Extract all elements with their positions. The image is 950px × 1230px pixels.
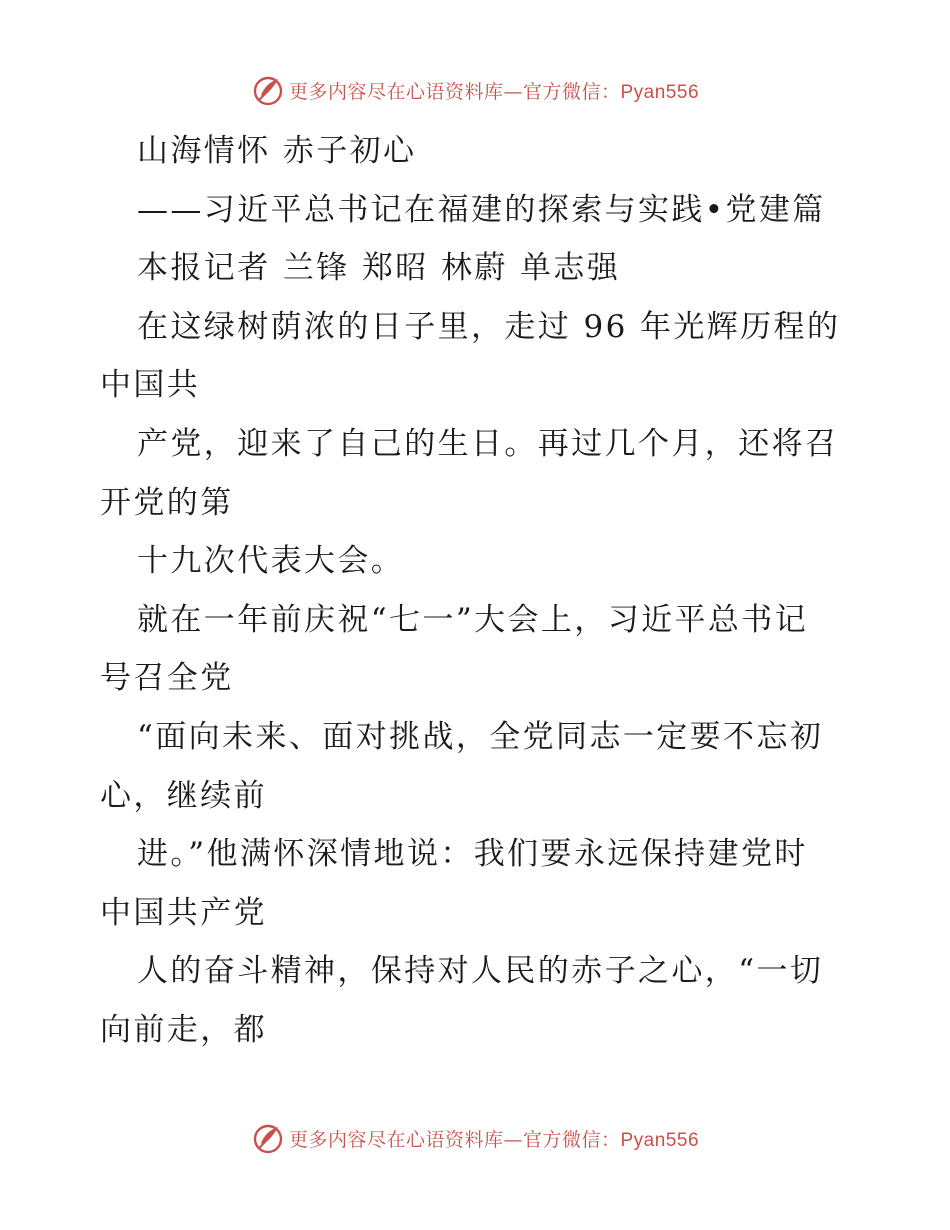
document-body <box>100 122 860 1060</box>
text-line: 就在一年前庆祝“七一”大会上，习近平总书记 <box>137 601 809 638</box>
watermark-text: 更多内容尽在心语资料库—官方微信：Pyan556 <box>288 80 700 103</box>
text-line: 十九次代表大会。 <box>137 543 405 580</box>
text-line: 产党，迎来了自己的生日。再过几个月，还将召 <box>137 425 839 462</box>
text-line: 开党的第 <box>100 484 234 521</box>
footer-watermark <box>0 1118 950 1158</box>
header-watermark <box>0 70 950 110</box>
text-line: 中国共 <box>100 367 201 404</box>
article-subtitle: ——习近平总书记在福建的探索与实践•党建篇 <box>137 191 826 228</box>
text-line: 心，继续前 <box>100 777 267 814</box>
text-line: 向前走，都 <box>100 1011 267 1048</box>
article-byline: 本报记者 兰锋 郑昭 林蔚 单志强 <box>137 250 621 287</box>
pen-logo-icon <box>251 1121 285 1155</box>
article-title: 山海情怀 赤子初心 <box>137 133 417 169</box>
text-line: 进。”他满怀深情地说：我们要永远保持建党时 <box>137 836 808 873</box>
text-line: 在这绿树荫浓的日子里，走过 96 年光辉历程的 <box>137 308 841 345</box>
text-line: 中国共产党 <box>100 894 267 931</box>
text-line: 号召全党 <box>100 660 234 697</box>
watermark-text: 更多内容尽在心语资料库—官方微信：Pyan556 <box>288 1128 700 1151</box>
pen-logo-icon <box>251 73 285 107</box>
text-line: “面向未来、面对挑战，全党同志一定要不忘初 <box>137 718 824 755</box>
text-line: 人的奋斗精神，保持对人民的赤子之心，“一切 <box>137 953 824 990</box>
